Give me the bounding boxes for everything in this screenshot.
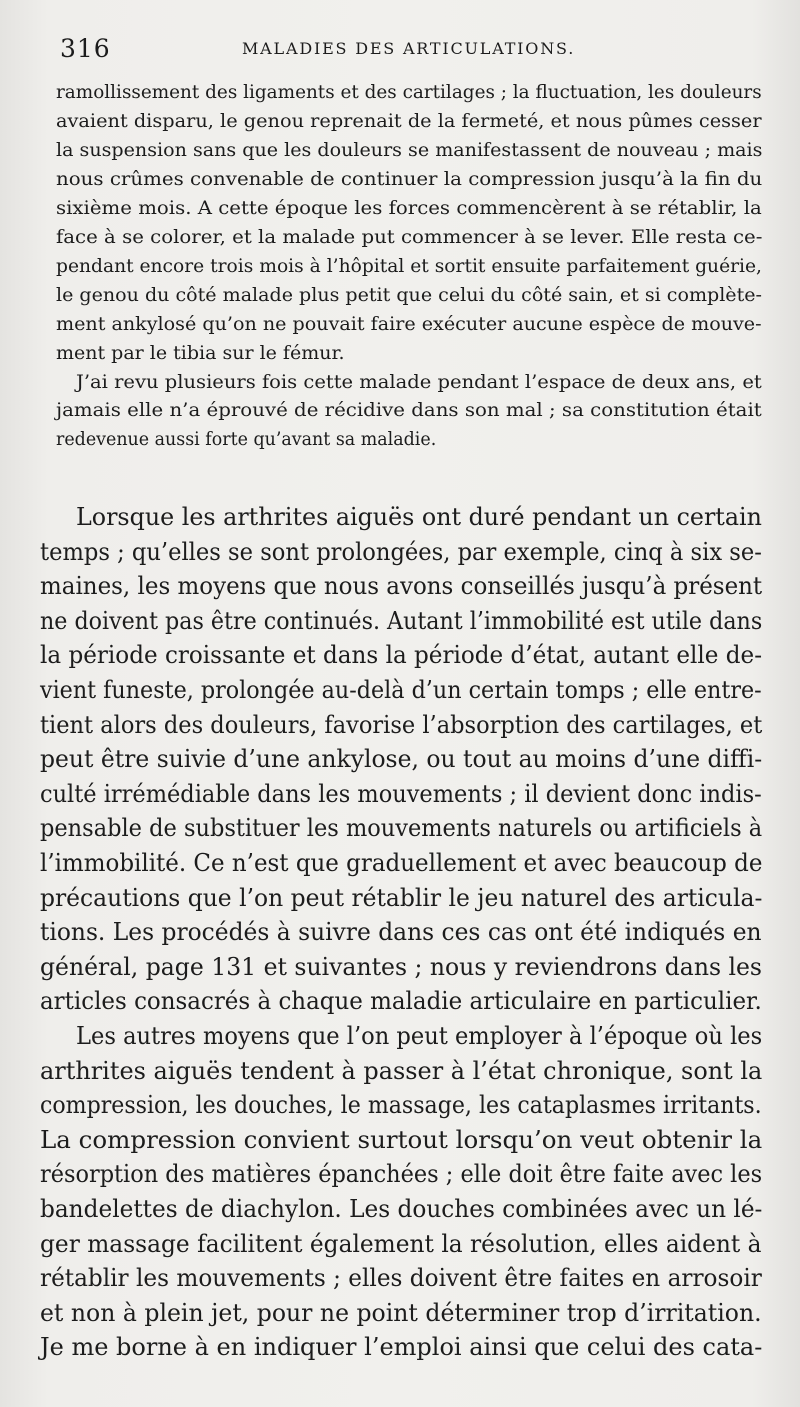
text-line: vient funeste, prolongée au-delà d’un certain tomps ; elle entre- bbox=[40, 676, 762, 704]
text-line: ment ankylosé qu’on ne pouvait faire exécuter aucune espèce de mouve- bbox=[56, 313, 762, 335]
text-line: bandelettes de diachylon. Les douches combinées avec un lé- bbox=[40, 1195, 763, 1223]
text-line: nous crûmes convenable de continuer la compression jusqu’à la fin du bbox=[56, 168, 763, 190]
text-line: pensable de substituer les mouvements naturels ou artificiels à bbox=[40, 814, 763, 843]
text-line: J’ai revu plusieurs fois cette malade pendant l’espace de deux ans, et bbox=[76, 371, 762, 393]
text-line: arthrites aiguës tendent à passer à l’état chronique, sont la bbox=[40, 1056, 763, 1085]
text-line: résorption des matières épanchées ; elle doit être faite avec les bbox=[40, 1160, 763, 1189]
text-line: le genou du côté malade plus petit que celui du côté sain, et si complète- bbox=[56, 284, 762, 306]
text-line: ment par le tibia sur le fémur. bbox=[56, 342, 345, 364]
text-line: jamais elle n’a éprouvé de récidive dans son mal ; sa constitution était bbox=[56, 399, 762, 421]
text-line: temps ; qu’elles se sont prolongées, par exemple, cinq à six se- bbox=[40, 537, 762, 566]
text-line: articles consacrés à chaque maladie articulaire en particulier. bbox=[40, 987, 762, 1016]
text-line: et non à plein jet, pour ne point déterminer trop d’irritation. bbox=[40, 1298, 762, 1327]
text-line: ger massage facilitent également la résolution, elles aident à bbox=[40, 1229, 762, 1258]
text-line: sixième mois. A cette époque les forces commencèrent à se rétablir, la bbox=[56, 197, 762, 219]
text-line: ramollissement des ligaments et des cartilages ; la fluctuation, les douleurs bbox=[56, 81, 762, 103]
text-line: avaient disparu, le genou reprenait de la fermeté, et nous pûmes cesser bbox=[56, 110, 762, 132]
text-line: La compression convient surtout lorsqu’on veut obtenir la bbox=[40, 1125, 763, 1154]
text-line: ne doivent pas être continués. Autant l’immobilité est utile dans bbox=[40, 606, 763, 635]
text-line: maines, les moyens que nous avons conseillés jusqu’à présent bbox=[40, 572, 763, 601]
text-line: compression, les douches, le massage, les cataplasmes irritants. bbox=[40, 1091, 762, 1120]
text-line: précautions que l’on peut rétablir le jeu naturel des articula- bbox=[40, 883, 763, 912]
text-line: l’immobilité. Ce n’est que graduellement et avec beaucoup de bbox=[40, 849, 763, 877]
text-line: tions. Les procédés à suivre dans ces cas ont été indiqués en bbox=[40, 918, 762, 947]
text-line: Lorsque les arthrites aiguës ont duré pendant un certain bbox=[76, 503, 762, 531]
text-line: redevenue aussi forte qu’avant sa maladie. bbox=[56, 428, 437, 450]
text-line: rétablir les mouvements ; elles doivent être faites en arrosoir bbox=[40, 1264, 762, 1293]
text-line: culté irrémédiable dans les mouvements ; il devient donc indis- bbox=[40, 779, 762, 808]
text-line: peut être suivie d’une ankylose, ou tout au moins d’une diffi- bbox=[40, 745, 763, 774]
text-line: face à se colorer, et la malade put commencer à se lever. Elle resta ce- bbox=[56, 226, 763, 248]
text-line: tient alors des douleurs, favorise l’absorption des cartilages, et bbox=[40, 710, 763, 739]
running-title: MALADIES DES ARTICULATIONS. bbox=[242, 39, 576, 58]
text-line: pendant encore trois mois à l’hôpital et sortit ensuite parfaitement guérie, bbox=[56, 255, 762, 277]
text-line: général, page 131 et suivantes ; nous y reviendrons dans les bbox=[40, 952, 762, 981]
page-number: 316 bbox=[60, 34, 111, 63]
text-line: la suspension sans que les douleurs se manifestassent de nouveau ; mais bbox=[56, 139, 763, 161]
text-line: la période croissante et dans la période d’état, autant elle de- bbox=[40, 641, 762, 670]
text-line: Je me borne à en indiquer l’emploi ainsi que celui des cata- bbox=[40, 1333, 763, 1362]
page-header bbox=[60, 34, 760, 64]
text-line: Les autres moyens que l’on peut employer à l’époque où les bbox=[76, 1022, 763, 1050]
